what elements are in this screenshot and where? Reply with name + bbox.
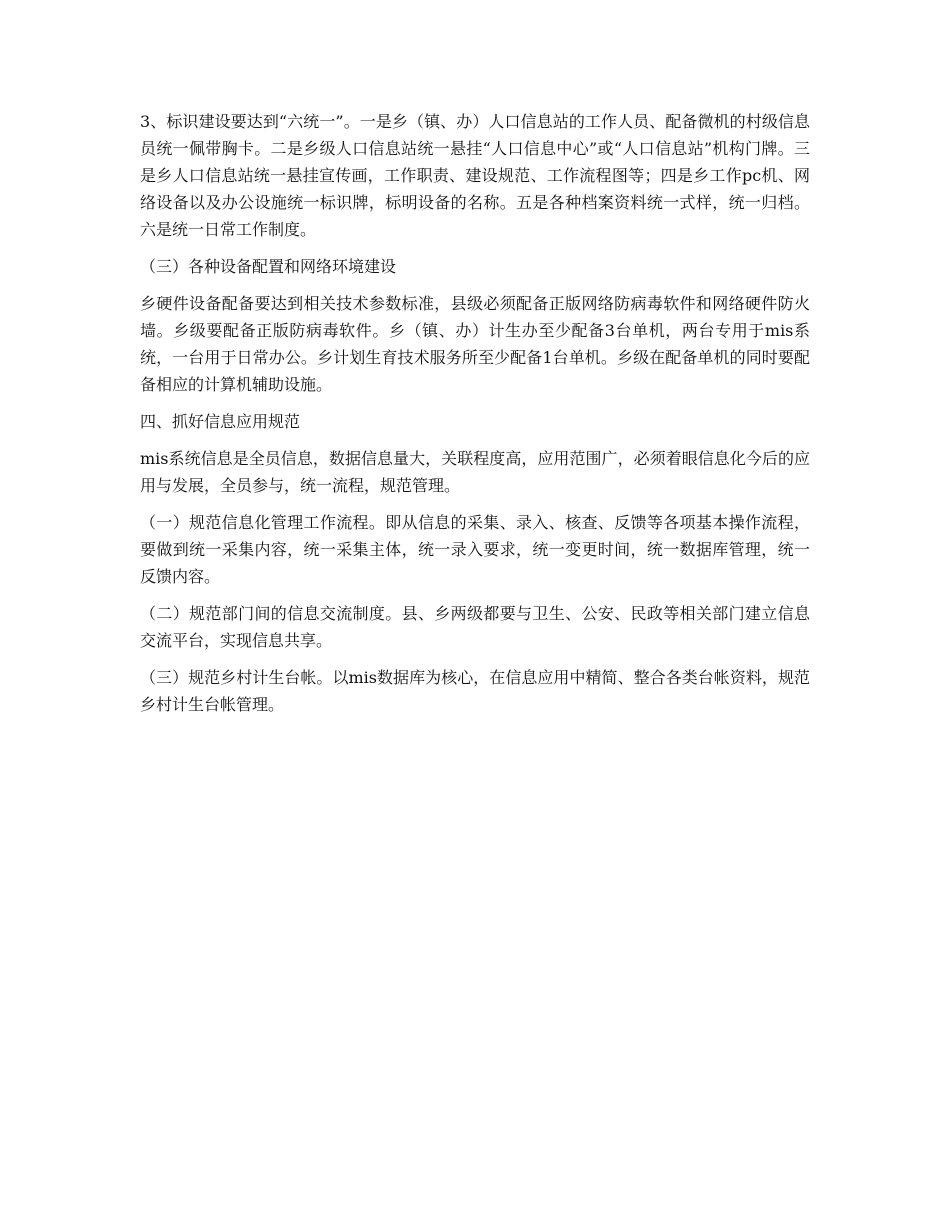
paragraph-workflow-standard: （一）规范信息化管理工作流程。即从信息的采集、录入、核查、反馈等各项基本操作流程，要做到统一采集内容，统一采集主体，统一录入要求，统一变更时间，统一数据库管理，统一反馈内容。 [140,513,810,586]
section-heading-equipment: （三）各种设备配置和网络环境建设 [140,257,397,276]
paragraph-inter-department: （二）规范部门间的信息交流制度。县、乡两级都要与卫生、公安、民政等相关部门建立信息交流平台，实现信息共享。 [140,604,810,650]
paragraph-mis-overview: mis系统信息是全员信息，数据信息量大，关联程度高，应用范围广，必须着眼信息化今后的应用与发展，全员参与，统一流程，规范管理。 [140,449,810,495]
document-body [140,108,810,728]
paragraph-ledger-standard: （三）规范乡村计生台帐。以mis数据库为核心，在信息应用中精简、整合各类台帐资料，规范乡村计生台帐管理。 [140,668,810,714]
section-heading-info-application: 四、抓好信息应用规范 [140,412,301,431]
paragraph-identification-standards: 3、标识建设要达到“六统一”。一是乡（镇、办）人口信息站的工作人员、配备微机的村级信息员统一佩带胸卡。二是乡级人口信息站统一悬挂“人口信息中心”或“人口信息站”机构门牌。三是乡人口信息站统一悬挂宣传画，工作职责、建设规范、工作流程图等；四是乡工作pc机、网络设备以及办公设施统一标识牌，标明设备的名称。五是各种档案资料统一式样，统一归档。六是统一日常工作制度。 [140,112,810,239]
paragraph-hardware-config: 乡硬件设备配备要达到相关技术参数标准，县级必须配备正版网络防病毒软件和网络硬件防火墙。乡级要配备正版防病毒软件。乡（镇、办）计生办至少配备3台单机，两台专用于mis系统，一台用于日常办公。乡计划生育技术服务所至少配备1台单机。乡级在配备单机的同时要配备相应的计算机辅助设施。 [140,294,810,394]
